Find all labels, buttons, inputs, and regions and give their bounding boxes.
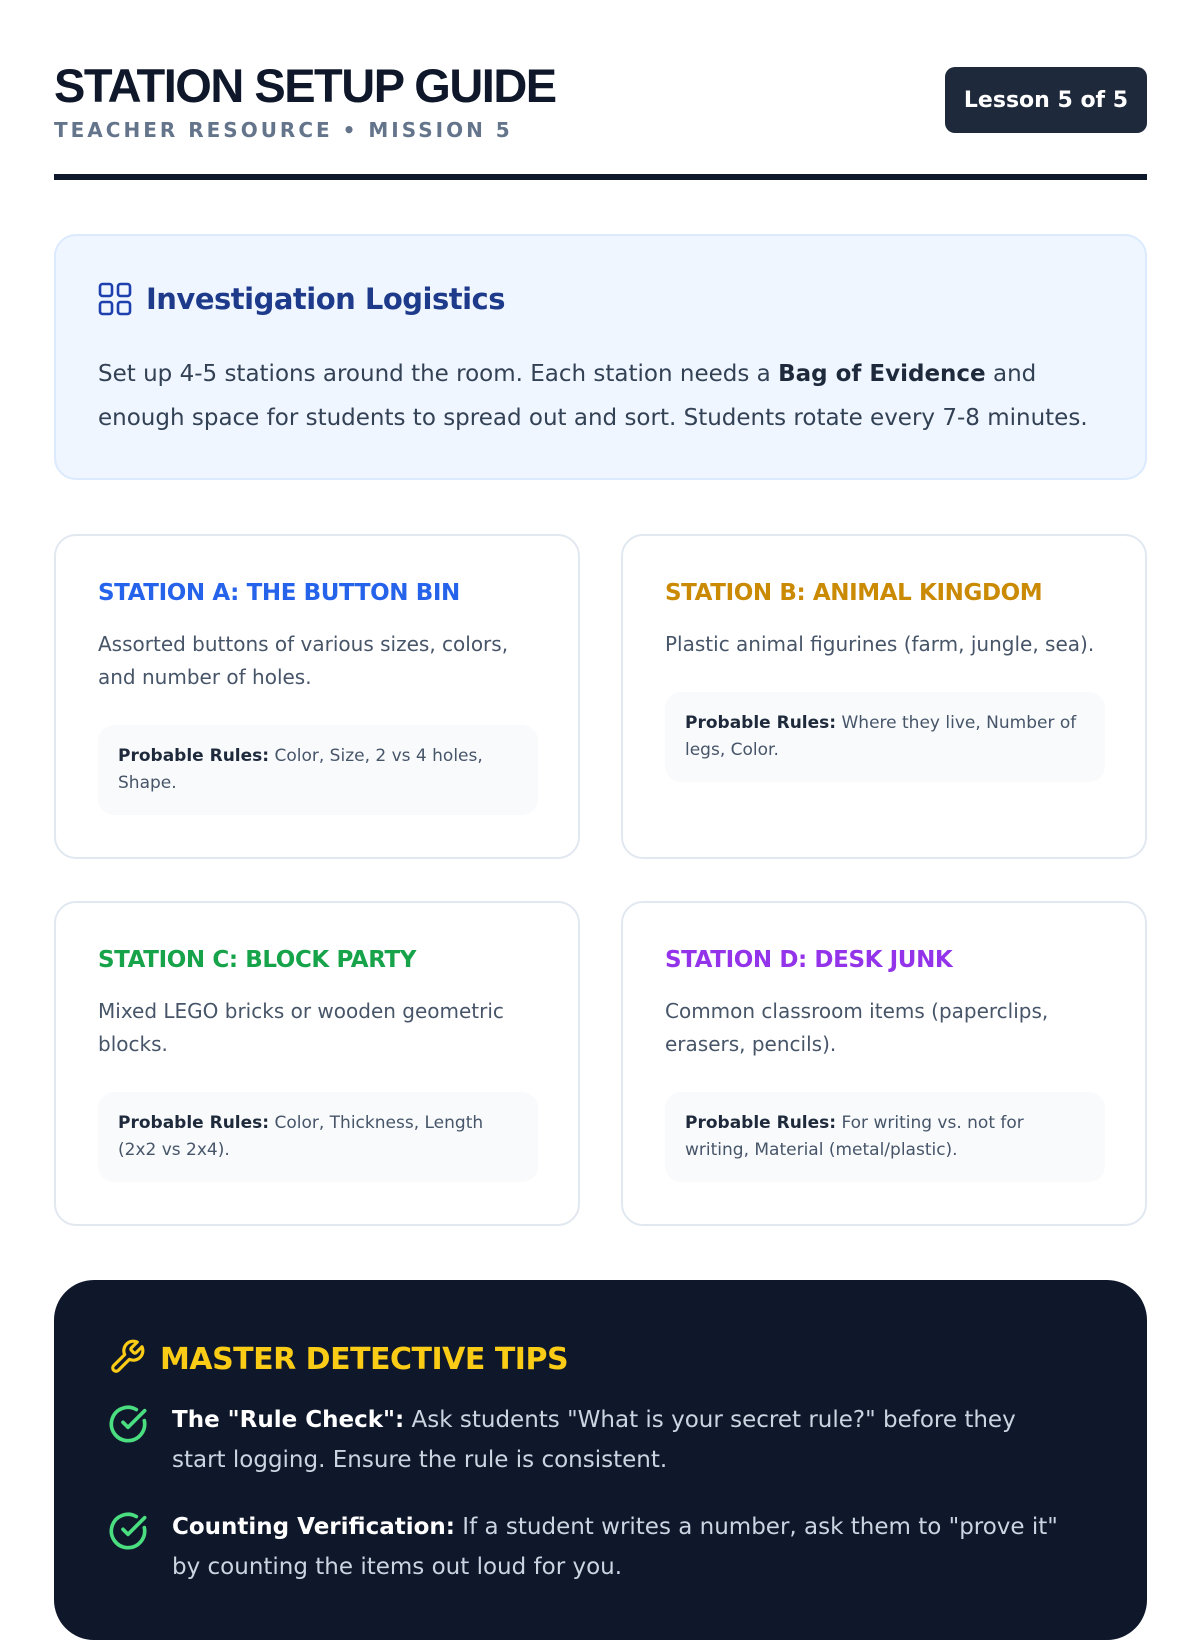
station-card-b <box>621 534 1147 859</box>
page-subtitle: TEACHER RESOURCE • MISSION 5 <box>54 118 513 142</box>
page-title: STATION SETUP GUIDE <box>54 59 556 112</box>
header-divider <box>54 174 1147 180</box>
station-description: Mixed LEGO bricks or wooden geometric blocks. <box>98 999 504 1056</box>
wrench-icon <box>108 1338 146 1380</box>
station-card-d <box>621 901 1147 1226</box>
station-description: Assorted buttons of various sizes, colors, and number of holes. <box>98 632 509 689</box>
rules-label: Probable Rules: <box>118 1113 270 1133</box>
tips-header <box>108 1338 568 1380</box>
station-rules-box <box>665 1092 1105 1182</box>
station-description: Common classroom items (paperclips, erasers, pencils). <box>665 999 1049 1056</box>
logistics-text <box>98 352 1108 440</box>
station-rules-box <box>98 1092 538 1182</box>
station-title: STATION C: BLOCK PARTY <box>98 947 417 973</box>
rules-text: Color, Size, 2 vs 4 holes, Shape. <box>118 746 483 793</box>
tip-label: Counting Verification: <box>172 1514 455 1540</box>
logistics-text-after: and enough space for students to spread out and sort. Students rotate every 7-8 minutes. <box>98 361 1088 431</box>
tip-label: The "Rule Check": <box>172 1407 405 1433</box>
station-rules-box <box>98 725 538 815</box>
tips-title: MASTER DETECTIVE TIPS <box>160 1341 569 1377</box>
station-rules-box <box>665 692 1105 782</box>
check-circle-icon <box>108 1511 148 1587</box>
tip-text <box>172 1400 1072 1480</box>
check-circle-icon <box>108 1404 148 1480</box>
master-detective-tips-card <box>54 1280 1147 1640</box>
rules-label: Probable Rules: <box>685 1113 837 1133</box>
tip-text <box>172 1507 1072 1587</box>
station-title: STATION A: THE BUTTON BIN <box>98 580 460 606</box>
station-title: STATION B: ANIMAL KINGDOM <box>665 580 1043 606</box>
rules-text: For writing vs. not for writing, Material (metal/plastic). <box>685 1113 1024 1160</box>
header <box>54 52 1147 180</box>
tip-item <box>108 1507 1098 1587</box>
tip-body: If a student writes a number, ask them to "prove it" by counting the items out loud for you. <box>172 1514 1058 1580</box>
rules-text: Color, Thickness, Length (2x2 vs 2x4). <box>118 1113 484 1160</box>
tip-body: Ask students "What is your secret rule?" before they start logging. Ensure the rule is consistent. <box>172 1407 1016 1473</box>
tip-item <box>108 1400 1098 1480</box>
station-description: Plastic animal figurines (farm, jungle, sea). <box>665 632 1095 656</box>
rules-label: Probable Rules: <box>685 713 837 733</box>
station-card-a <box>54 534 580 859</box>
logistics-header <box>98 282 505 316</box>
rules-text: Where they live, Number of legs, Color. <box>685 713 1077 760</box>
station-card-c <box>54 901 580 1226</box>
rules-label: Probable Rules: <box>118 746 270 766</box>
lesson-badge: Lesson 5 of 5 <box>945 67 1147 133</box>
logistics-text-before: Set up 4-5 stations around the room. Each station needs a <box>98 361 779 387</box>
station-title: STATION D: DESK JUNK <box>665 947 953 973</box>
logistics-title: Investigation Logistics <box>146 282 505 316</box>
grid-icon <box>98 282 132 316</box>
logistics-text-bold: Bag of Evidence <box>778 361 986 387</box>
logistics-card <box>54 234 1147 480</box>
